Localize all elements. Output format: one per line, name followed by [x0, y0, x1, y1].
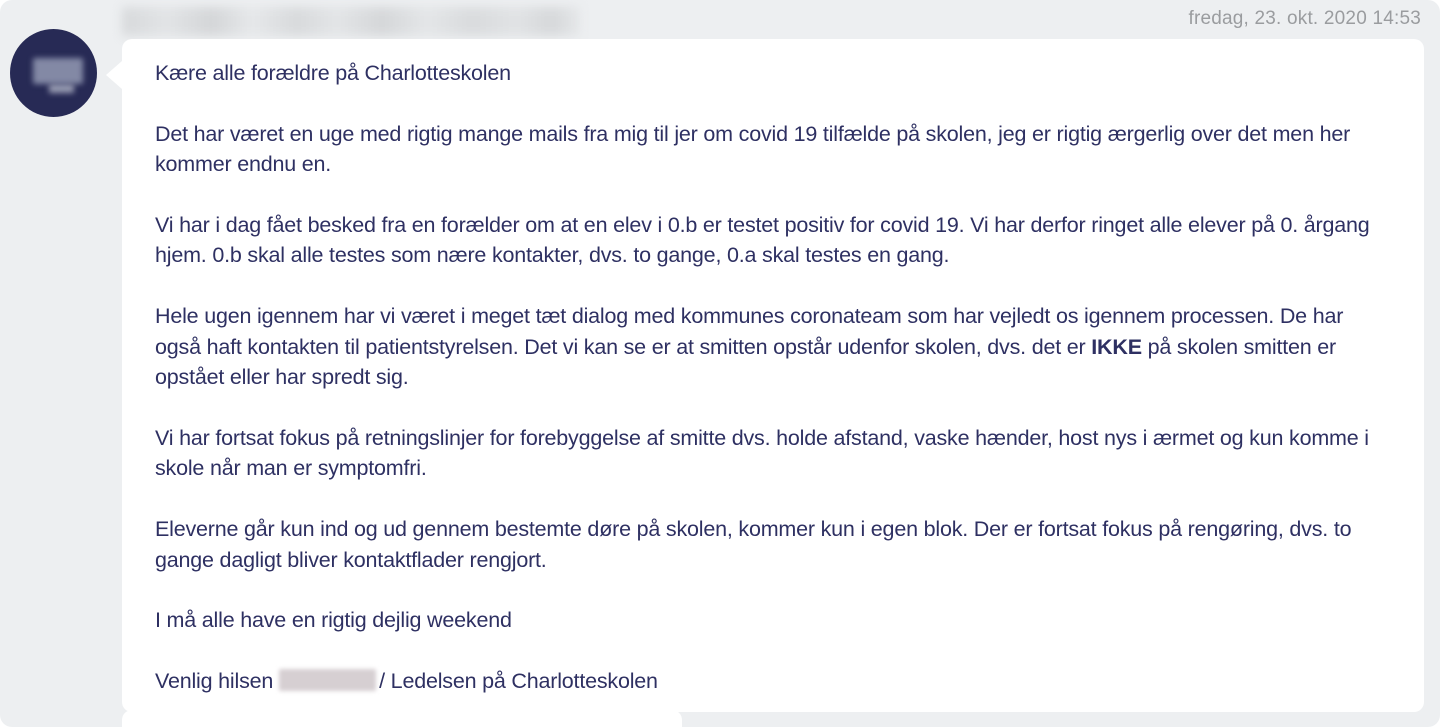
message-paragraph [155, 301, 1390, 393]
bold-text-segment: IKKE [1091, 334, 1142, 359]
message-paragraph [155, 666, 1390, 697]
message-paragraph [155, 119, 1390, 180]
text-segment: Eleverne går kun ind og ud gennem bestemte døre på skolen, kommer kun i egen blok. Der er fortsat fokus på rengøring, dvs. to gange dagligt bliver kontaktflader rengjort. [155, 516, 1352, 572]
message-bubble [122, 39, 1424, 712]
sender-avatar [10, 29, 97, 117]
bubble-tail [106, 61, 122, 89]
text-segment: I må alle have en rigtig dejlig weekend [155, 608, 512, 633]
redacted-name-block [279, 669, 376, 691]
message-paragraph [155, 58, 1390, 89]
avatar-initials-redacted-2 [49, 84, 74, 93]
text-segment: på skolen smitten er opstået eller har spredt sig. [155, 334, 1337, 390]
sender-name-redacted [122, 7, 580, 36]
message-body [122, 39, 1424, 696]
avatar-initials-redacted [33, 58, 83, 84]
text-segment: Vi har fortsat fokus på retningslinjer for forebyggelse af smitte dvs. holde afstand, vaske hænder, host nys i ærmet og kun komme i skole når man er symptomfri. [155, 425, 1369, 481]
text-segment: Hele ugen igennem har vi været i meget tæt dialog med kommunes coronateam som har vejledt os igennem processen. De har også haft kontakten til patientstyrelsen. Det vi kan se er at smitten opstår udenfor skolen, dvs. det er [155, 303, 1344, 359]
next-message-bubble-peek [122, 710, 682, 727]
text-segment: Vi har i dag fået besked fra en forælder om at en elev i 0.b er testet positiv for covid 19. Vi har derfor ringet alle elever på 0. årgang hjem. 0.b skal alle testes som nære kontakter, dvs. to gange, 0.a skal testes en gang. [155, 212, 1370, 268]
message-paragraph [155, 423, 1390, 484]
text-segment: Det har været en uge med rigtig mange mails fra mig til jer om covid 19 tilfælde på skolen, jeg er rigtig ærgerlig over det men her kommer endnu en. [155, 121, 1351, 177]
text-segment: Venlig hilsen [155, 668, 274, 693]
message-timestamp: fredag, 23. okt. 2020 14:53 [1188, 8, 1421, 29]
message-paragraph [155, 605, 1390, 636]
text-segment: / Ledelsen på Charlotteskolen [379, 668, 658, 693]
message-paragraph [155, 514, 1390, 575]
message-paragraph [155, 210, 1390, 271]
text-segment: Kære alle forældre på Charlotteskolen [155, 61, 511, 85]
